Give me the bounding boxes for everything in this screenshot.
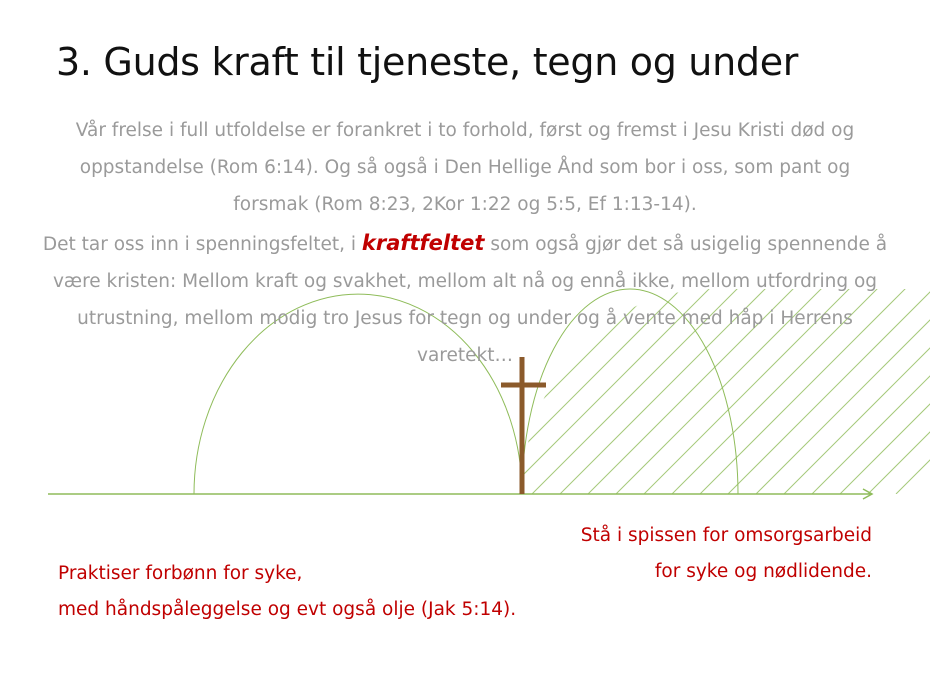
kraftfeltet-highlight: kraftfeltet: [361, 231, 485, 255]
paragraph-tension-end: som også gjør det så usigelig spennende å være kristen: Mellom kraft og svakhet, mellom alt nå og ennå ikke, mellom utfordring og utrustning, mellom modig tro Jesus for tegn og under og å vente med håp i Herrens varetekt…: [52, 234, 888, 366]
cross-icon: [501, 357, 546, 494]
baseline-arrow: [48, 489, 872, 499]
paragraph-tension: [40, 225, 890, 374]
paragraph-tension-start: Det tar oss inn i spenningsfeltet, i: [42, 234, 362, 255]
paragraph-foundation: Vår frelse i full utfoldelse er forankret i to forhold, først og fremst i Jesu Kristi død og oppstandelse (Rom 6:14). Og så også i Den Hellige Ånd som bor i oss, som pant og forsmak (Rom 8:23, 2Kor 1:22 og 5:5, Ef 1:13-14).: [75, 120, 855, 215]
care-work-line-2: for syke og nødlidende.: [654, 561, 872, 582]
prayer-caption: [58, 556, 516, 628]
slide-title: 3. Guds kraft til tjeneste, tegn og under: [56, 40, 799, 84]
body-text: [40, 112, 890, 374]
prayer-line-2: med håndspåleggelse og evt også olje (Jak 5:14).: [58, 599, 517, 620]
care-work-caption: [581, 518, 872, 590]
prayer-line-1: Praktiser forbønn for syke,: [58, 563, 303, 584]
care-work-line-1: Stå i spissen for omsorgsarbeid: [580, 525, 872, 546]
